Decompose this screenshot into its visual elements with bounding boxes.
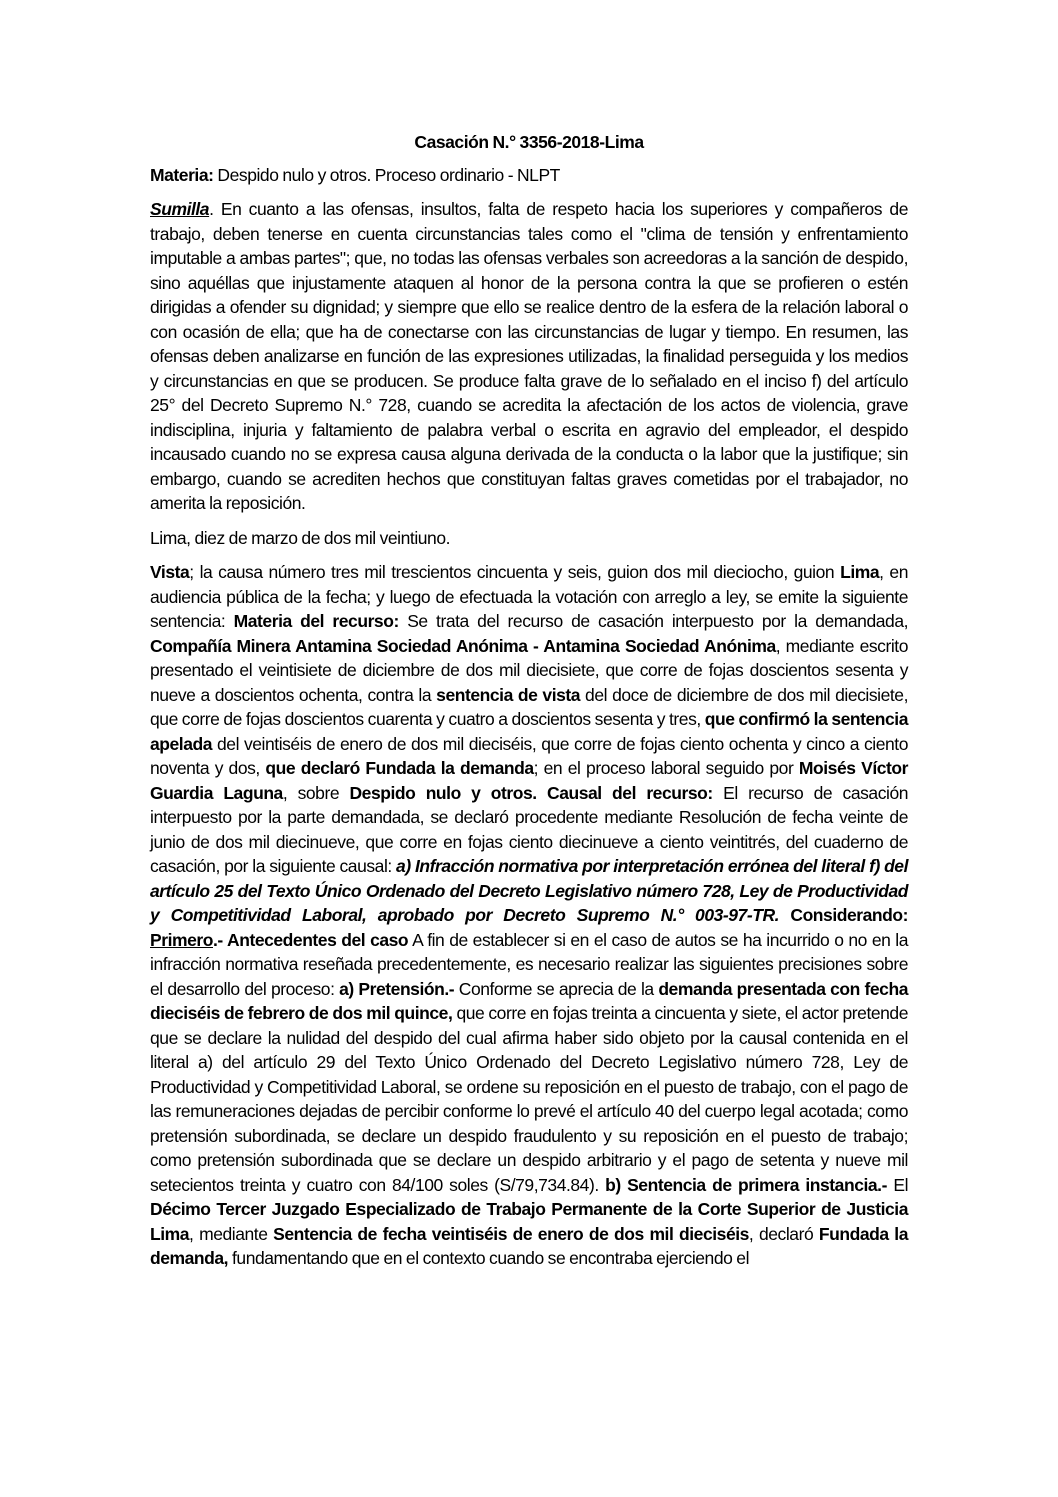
sumilla-paragraph (150, 197, 908, 516)
antecedentes-label: .- Antecedentes del caso (213, 929, 409, 950)
date-line: Lima, diez de marzo de dos mil veintiuno. (150, 527, 451, 548)
sentencia-primera-label: b) Sentencia de primera instancia.- (605, 1174, 887, 1195)
body-text: , sobre (282, 782, 350, 803)
materia-text: Despido nulo y otros. Proceso ordinario - NLPT (213, 164, 560, 185)
document-page (150, 130, 908, 1281)
body-text: fundamentando que en el contexto cuando se encontraba ejerciendo el (228, 1248, 750, 1268)
body-text: ; la causa número tres mil trescientos cincuenta y seis, guion dos mil dieciocho, guion (189, 562, 841, 582)
causal-infraccion: a) Infracción normativa por interpretación errónea del literal f) del artículo 25 del Texto Único Ordenado del Decreto Legislativo número 728, Ley de Productividad y Competitividad Laboral, aprobado por Decreto Supremo N.° 003-97-TR. (150, 856, 909, 925)
declaro-fundada-bold: que declaró Fundada la demanda (265, 758, 534, 778)
sentencia-fecha-bold: Sentencia de fecha veintiséis de enero de dos mil dieciséis (273, 1223, 749, 1244)
demanda-presentada-bold: demanda presentada con fecha dieciséis de febrero de dos mil quince, (150, 978, 908, 1023)
lima-bold: Lima (840, 562, 880, 582)
body-text: A fin de establecer si en el caso de autos se ha incurrido o no en la infracción normativa reseñada precedentemente, es necesario realizar las siguientes precisiones sobre el desarrollo del proceso: (150, 929, 908, 999)
body-text: , mediante (189, 1223, 274, 1244)
body-text: ; en el proceso laboral seguido por (533, 758, 799, 778)
vista-label: Vista (150, 562, 190, 582)
body-text: Conforme se aprecia de la (454, 978, 659, 999)
considerando-label: Considerando: (790, 905, 908, 925)
body-text: , mediante escrito presentado el veintisiete de diciembre de dos mil diecisiete, que corre de fojas doscientos sesenta y nueve a doscientos ochenta, contra la (150, 635, 908, 705)
body-text: que corre en fojas treinta a cincuenta y siete, el actor pretende que se declare la nulidad del despido del cual afirma haber sido objeto por la causal contenida en el literal a) del artículo 29 del Texto Único Ordenado del Decreto Legislativo número 728, Ley de Productividad y Competitividad Laboral, se ordene su reposición en el puesto de trabajo, con el pago de las remuneraciones dejadas de percibir conforme lo prevé el artículo 40 del cuerpo legal acotada; como pretensión subordinada, se declare un despido fraudulento y su reposición en el puesto de trabajo; como pretensión subordinada que se declare un despido arbitrario y el pago de setenta y nueve mil setecientos treinta y cuatro con 84/100 soles (S/79,734.84). (150, 1003, 909, 1195)
body-text: del veintiséis de enero de dos mil dieciséis, que corre de fojas ciento ochenta y cinco a ciento noventa y dos, (150, 733, 908, 778)
materia-label: Materia: (150, 164, 214, 185)
body-text (779, 905, 790, 925)
court-name: Décimo Tercer Juzgado Especializado de Trabajo Permanente de la Corte Superior de Justicia Lima (150, 1199, 908, 1244)
causal-recurso-label: Despido nulo y otros. Causal del recurso: (349, 782, 713, 803)
primero-label: Primero (150, 929, 213, 950)
body-text: , en audiencia pública de la fecha; y luego de efectuada la votación con arreglo a ley, se emite la siguiente sentencia: (150, 562, 908, 631)
materia-paragraph (150, 163, 908, 188)
main-body-paragraph (150, 560, 908, 1271)
sentencia-vista-bold: sentencia de vista (436, 684, 581, 705)
sumilla-label: Sumilla (150, 199, 210, 219)
plaintiff-name: Moisés Víctor Guardia Laguna (150, 758, 908, 803)
body-text: , declaró (748, 1223, 819, 1244)
case-title: Casación N.° 3356-2018-Lima (414, 132, 644, 152)
body-text: El recurso de casación interpuesto por la parte demandada, se declaró procedente mediante Resolución de fecha veinte de junio de dos mil diecinueve, que corre en fojas ciento diecinueve a ciento veintitrés, del cuaderno de casación, por la siguiente causal: (150, 782, 909, 876)
body-text: Se trata del recurso de casación interpuesto por la demandada, (398, 611, 909, 631)
fundada-demanda-bold: Fundada la demanda, (150, 1223, 908, 1268)
company-name: Compañía Minera Antamina Sociedad Anónima - Antamina Sociedad Anónima (150, 635, 776, 656)
body-text: del doce de diciembre de dos mil diecisiete, que corre de fojas doscientos cuarenta y cuatro a doscientos sesenta y tres, (150, 684, 908, 729)
sumilla-text: . En cuanto a las ofensas, insultos, falta de respeto hacia los superiores y compañeros de trabajo, deben tenerse en cuenta circunstancias tales como el "clima de tensión y enfrentamiento imputable a ambas partes"; que, no todas las ofensas verbales son acreedoras a la sanción de despido, sino aquéllas que injustamente ataquen al honor de la persona contra la que se profieren o estén dirigidas a ofender su dignidad; y siempre que ello se realice dentro de la esfera de la relación laboral o con ocasión de ella; que ha de conectarse con las circunstancias de lugar y tiempo. En resumen, las ofensas deben analizarse en función de las expresiones utilizadas, la finalidad perseguida y los medios y circunstancias en que se producen. Se produce falta grave de lo señalado en el inciso f) del artículo 25° del Decreto Supremo N.° 728, cuando se acredita la afectación de los actos de violencia, grave indisciplina, injuria y faltamiento de palabra verbal o escrita en agravio del empleador, el despido incausado cuando no se expresa causa alguna derivada de la conducta o la labor que la justifique; sin embargo, cuando se acrediten hechos que constituyan faltas graves cometidas por el trabajador, no amerita la reposición. (150, 199, 908, 513)
body-text: El (886, 1174, 909, 1195)
pretension-label: a) Pretensión.- (339, 978, 455, 999)
confirmo-bold: que confirmó la sentencia apelada (150, 709, 908, 754)
materia-recurso-label: Materia del recurso: (233, 611, 399, 631)
